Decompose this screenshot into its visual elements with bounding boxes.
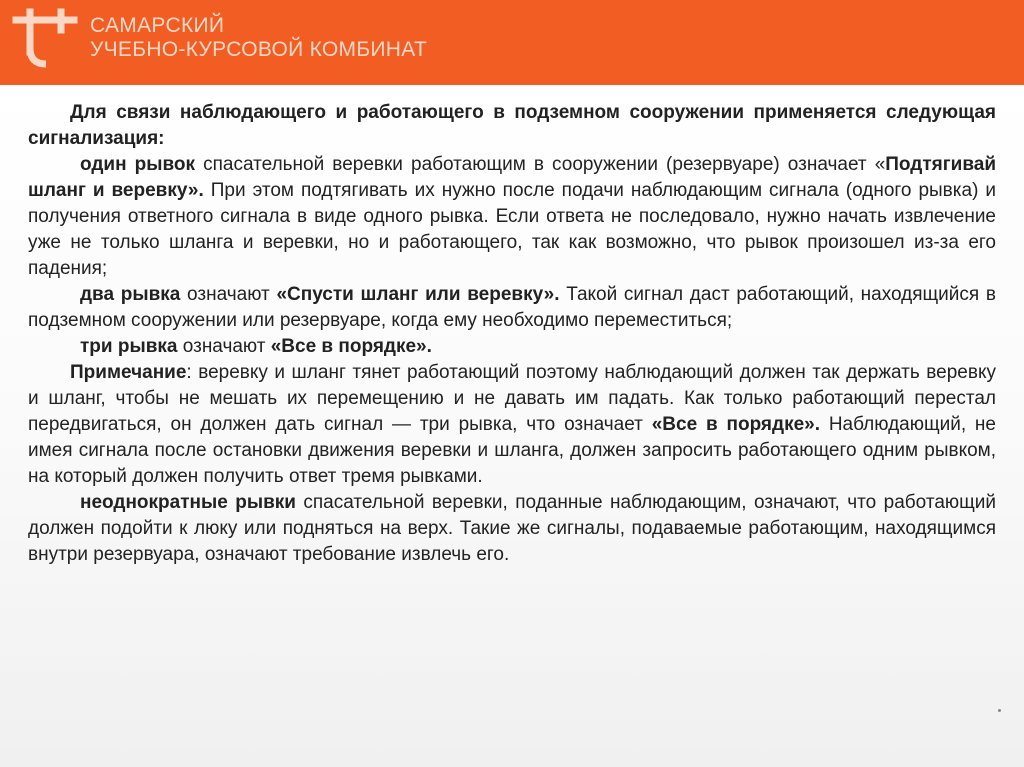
term-one-jerk: один рывок — [80, 154, 196, 175]
p5-text1: спасательной веревки, поданные наблюдающим, означают, что работающий должен подойти к люку или подняться на верх. Такие же сигналы, подаваемые работающим, находящимся внутри резервуара, означают требование извлечь его. — [28, 492, 996, 565]
cmd-lower: «Спусти шланг или веревку». — [276, 284, 560, 305]
slide-content — [0, 85, 1024, 767]
brand-line-1: САМАРСКИЙ — [90, 14, 225, 37]
term-three-jerks: три рывка — [80, 336, 178, 357]
logo-icon — [12, 8, 78, 70]
heading-text: Для связи наблюдающего и работающего в подземном сооружении применяется следующая сигнализация: — [28, 102, 996, 149]
paragraph-note — [28, 360, 996, 490]
p2-text2: Такой сигнал даст работающий, находящийся в подземном сооружении или резервуаре, когда ему необходимо переместиться; — [28, 284, 996, 331]
p2-text1: означают — [180, 284, 277, 305]
p3-text1: означают — [177, 336, 271, 357]
term-note: Примечание — [70, 362, 187, 383]
decorative-dot — [998, 709, 1001, 712]
p4-text1: : веревку и шланг тянет работающий поэтому наблюдающий должен так держать веревку и шланг, чтобы не мешать их перемещению и не давать им падать. Как только работающий перестал передвигаться, он должен дать сигнал — три рывка, что означает — [28, 362, 996, 435]
paragraph-one-jerk — [28, 152, 996, 282]
paragraph-two-jerks — [28, 282, 996, 334]
heading — [28, 100, 996, 152]
cmd-ok-2: «Все в порядке». — [651, 414, 820, 435]
paragraph-three-jerks — [28, 334, 996, 360]
cmd-ok: «Все в порядке». — [270, 336, 432, 357]
paragraph-multiple-jerks — [28, 490, 996, 568]
header-bar — [0, 0, 1024, 85]
p1-text1: спасательной веревки работающим в сооружении (резервуаре) означает « — [195, 154, 886, 175]
brand-line-2: УЧЕБНО-КУРСОВОЙ КОМБИНАТ — [90, 38, 428, 61]
body-text — [28, 100, 996, 568]
p4-text2: Наблюдающий, не имея сигнала после остановки движения веревки и шланга, должен запросить работающего одним рывком, на который должен получить ответ тремя рывками. — [28, 414, 996, 487]
cmd-pull: Подтягивай шланг и веревку». — [28, 154, 996, 201]
term-multiple-jerks: неоднократные рывки — [80, 492, 296, 513]
brand-name — [90, 14, 427, 62]
term-two-jerks: два рывка — [80, 284, 181, 305]
p1-text2: При этом подтягивать их нужно после подачи наблюдающим сигнала (одного рывка) и получения ответного сигнала в виде одного рывка. Если ответа не последовало, нужно начать извлечение уже не только шланга и веревки, но и работающего, так как возможно, что рывок произошел из-за его падения; — [28, 180, 996, 279]
